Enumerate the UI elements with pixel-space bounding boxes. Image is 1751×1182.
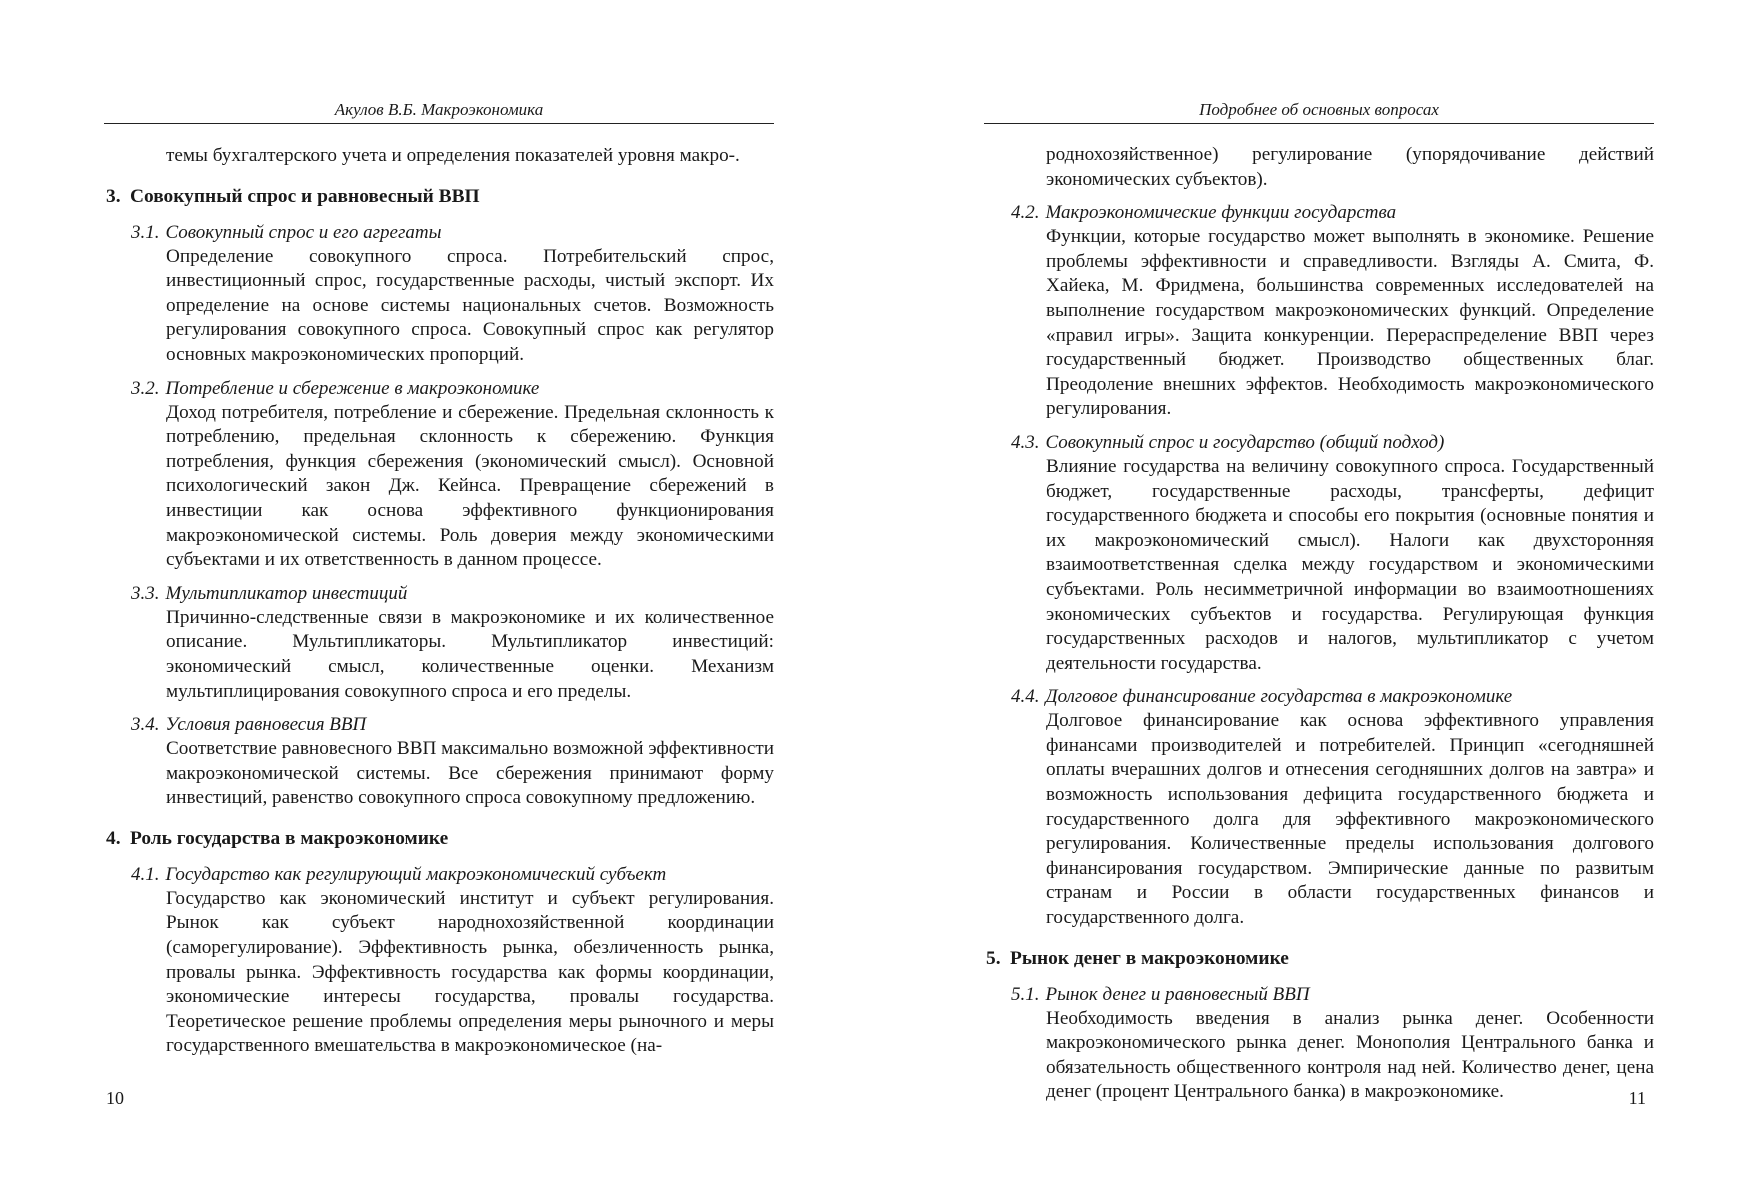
left-page-content <box>104 144 774 1068</box>
left-page <box>104 0 774 1182</box>
subsection-3-1 <box>104 221 774 368</box>
running-header-right: Подробнее об основных вопросах <box>984 100 1654 124</box>
subsection-text: Функции, которые государство может выполнять в экономике. Решение проблемы эффективности и справедливости. Взгляды А. Смита, Ф. Хайека, М. Фридмена, большинства современных исследователей на выполнение государством макроэкономических функций. Определение «правил игры». Защита конкуренции. Перераспределение ВВП через государственный бюджет. Производство общественных благ. Преодоление внешних эффектов. Необходимость макроэкономического регулирования. <box>1046 226 1654 420</box>
section-heading-4: 4. Роль государства в макроэкономике <box>106 827 449 849</box>
subsection-title: 3.4. Условия равновесия ВВП <box>131 714 367 736</box>
subsection-title: 4.3. Совокупный спрос и государство (общий подход) <box>1011 431 1445 453</box>
subsection-title: 3.2. Потребление и сбережение в макроэкономике <box>131 377 540 399</box>
section-heading-5: 5. Рынок денег в макроэкономике <box>986 947 1289 969</box>
subsection-text: Определение совокупного спроса. Потребительский спрос, инвестиционный спрос, государственные расходы, чистый экспорт. Их определение на основе системы национальных счетов. Возможность регулирования совокупного спроса. Совокупный спрос как регулятор основных макроэкономических пропорций. <box>166 245 774 365</box>
right-page <box>984 0 1654 1182</box>
subsection-4-1 <box>104 863 774 1059</box>
subsection-text: Причинно-следственные связи в макроэкономике и их количественное описание. Мультипликаторы. Мультипликатор инвестиций: экономический смысл, количественные оценки. Механизм мультиплицирования совокупного спроса и его пределы. <box>166 606 774 702</box>
page-number-right: 11 <box>1628 1088 1646 1108</box>
subsection-3-2 <box>104 377 774 573</box>
continuation-text: темы бухгалтерского учета и определения показателей уровня макро-. <box>166 145 740 166</box>
subsection-text: Долговое финансирование как основа эффективного управления финансами производителей и потребителей. Принцип «сегодняшней оплаты вчерашних долгов и отнесения сегодняшних долгов на завтра» и возможность использования дефицита государственного бюджета и государственного долга для эффективного макроэкономического регулирования. Количественные пределы использования долгового финансирования государством. Эмпирические данные по развитым странам и России в области государственных финансов и государственного долга. <box>1046 710 1654 929</box>
subsection-title: 4.4. Долговое финансирование государства в макроэкономике <box>1011 686 1513 708</box>
page-number-left: 10 <box>106 1088 124 1108</box>
subsection-text: Влияние государства на величину совокупного спроса. Государственный бюджет, государственные расходы, трансферты, дефицит государственного бюджета и способы его покрытия (основные понятия и их макроэкономический смысл). Налоги как двухсторонняя взаимоответственная сделка между государством и экономическими субъектами. Роль несимметричной информации во взаимоотношениях экономических субъектов и государства. Регулирующая функция государственных расходов и налогов, мультипликатор с учетом деятельности государства. <box>1046 455 1654 674</box>
subsection-text: Необходимость введения в анализ рынка денег. Особенности макроэкономического рынка денег. Монополия Центрального банка и обязательность общественного контроля над ней. Количество денег, цена денег (процент Центрального банка) в макроэкономике. <box>1046 1007 1654 1103</box>
subsection-text: Соответствие равновесного ВВП максимально возможной эффективности макроэкономической системы. Все сбережения принимают форму инвестиций, равенство совокупного спроса совокупному предложению. <box>166 738 774 809</box>
subsection-4-2 <box>984 201 1654 422</box>
subsection-text: Государство как экономический институт и субъект регулирования. Рынок как субъект народнохозяйственной координации (саморегулирование). Эффективность рынка, обезличенность рынка, провалы рынка. Эффективность государства как формы координации, экономические интересы государства, провалы государства. Теоретическое решение проблемы определения меры рыночного и меры государственного вмешательства в макроэкономическое (на- <box>166 887 774 1057</box>
subsection-text: Доход потребителя, потребление и сбережение. Предельная склонность к потреблению, предельная склонность к сбережению. Функция потребления, функция сбережения (экономический смысл). Основной психологический закон Дж. Кейнса. Превращение сбережений в инвестиции как основа эффективного функционирования макроэкономической системы. Роль доверия между экономическими субъектами и их ответственность в данном процессе. <box>166 401 774 571</box>
subsection-title: 5.1. Рынок денег и равновесный ВВП <box>1011 983 1310 1005</box>
running-header-left: Акулов В.Б. Макроэкономика <box>104 100 774 124</box>
subsection-title: 3.1. Совокупный спрос и его агрегаты <box>131 221 442 243</box>
subsection-3-4 <box>104 713 774 811</box>
subsection-5-1 <box>984 983 1654 1105</box>
subsection-4-4 <box>984 685 1654 930</box>
right-page-content <box>984 143 1654 1114</box>
subsection-4-3 <box>984 431 1654 676</box>
section-heading-3: 3. Совокупный спрос и равновесный ВВП <box>106 185 480 207</box>
subsection-3-3 <box>104 582 774 704</box>
subsection-title: 4.2. Макроэкономические функции государства <box>1011 202 1397 224</box>
subsection-title: 3.3. Мультипликатор инвестиций <box>131 582 408 604</box>
subsection-title: 4.1. Государство как регулирующий макроэкономический субъект <box>131 863 667 885</box>
continuation-text: роднохозяйственное) регулирование (упорядочивание действий экономических субъектов). <box>1046 144 1654 190</box>
